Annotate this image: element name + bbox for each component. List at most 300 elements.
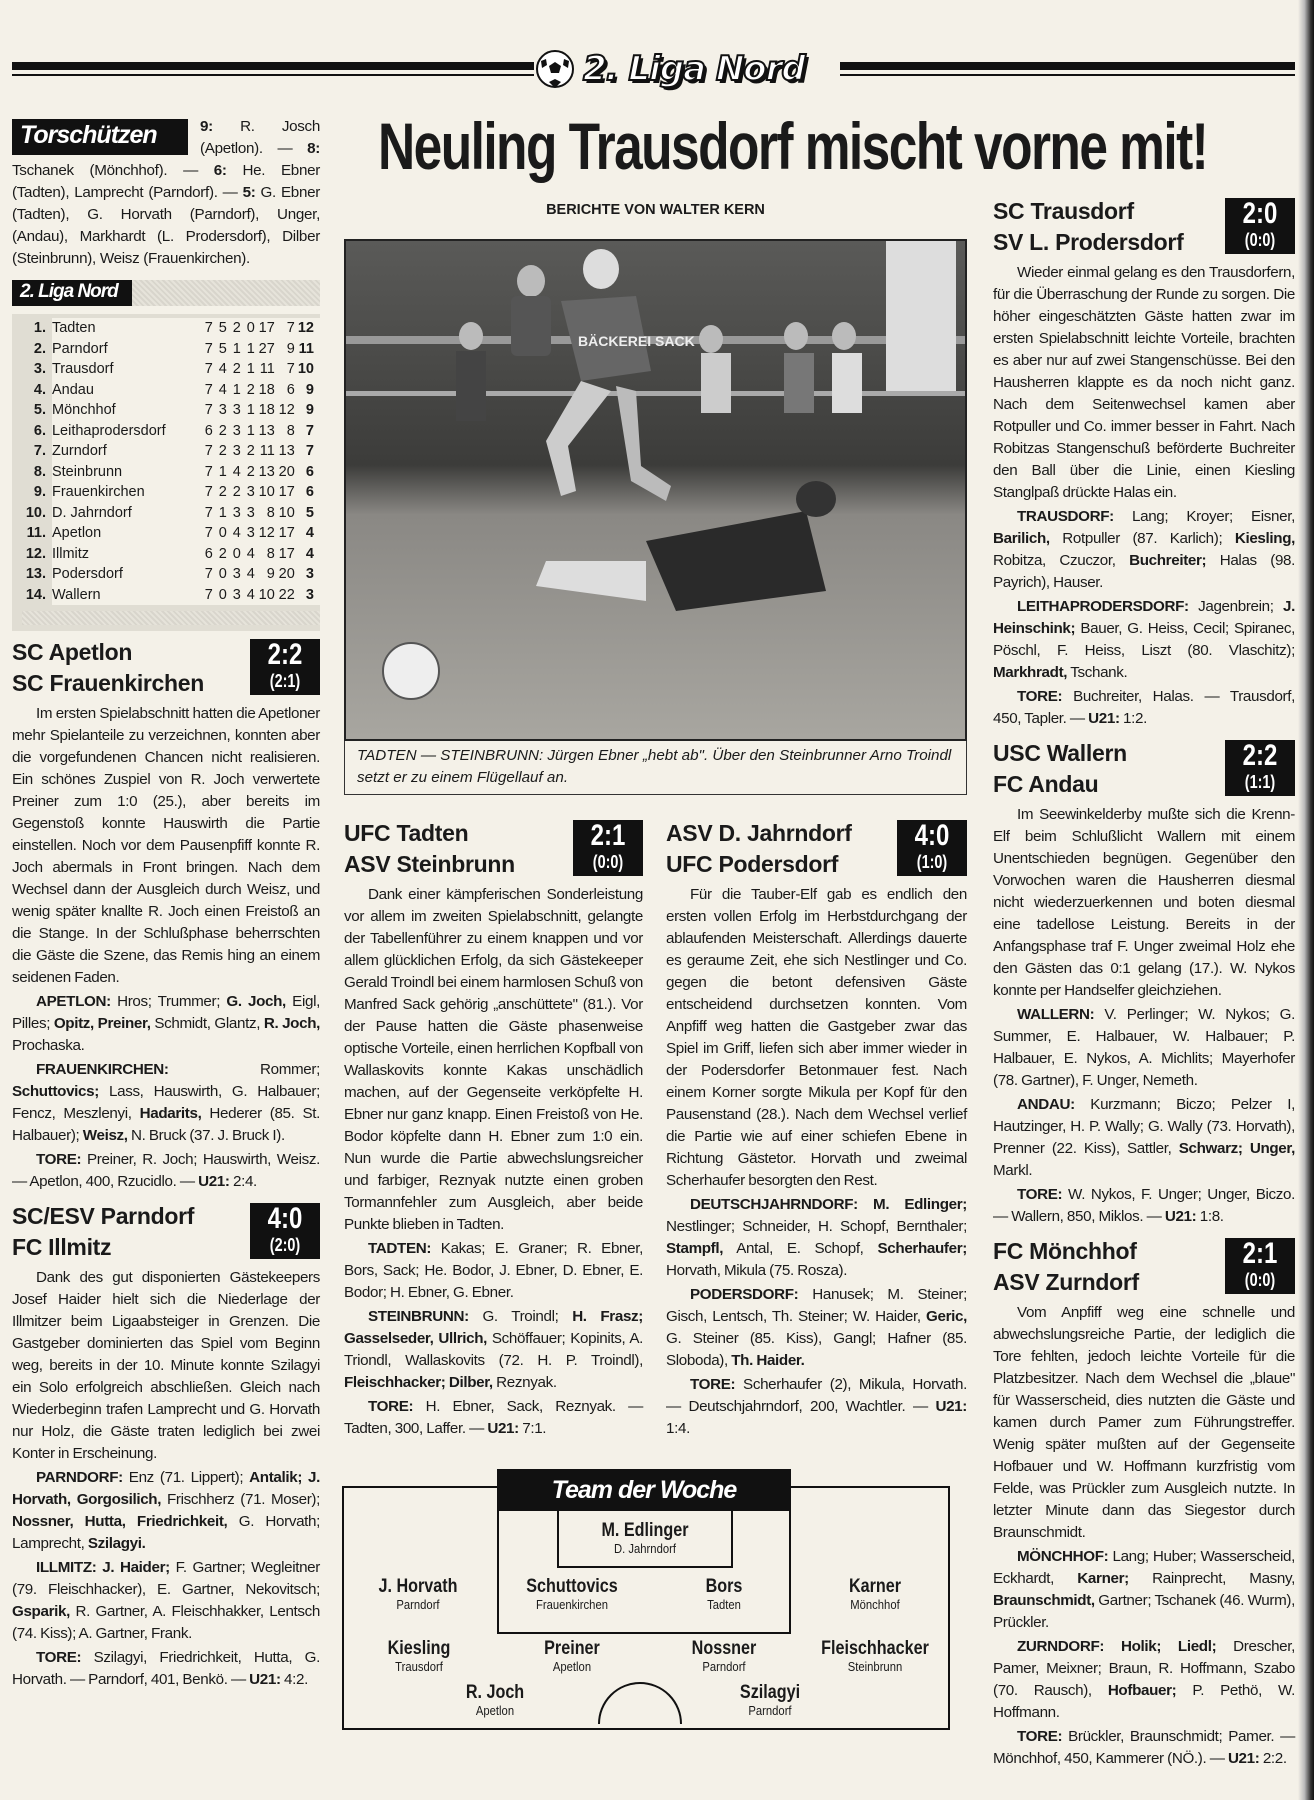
cell-points: 11 <box>298 340 314 357</box>
articles-left <box>12 637 320 1691</box>
bold-segment: TORE: <box>1017 1728 1063 1745</box>
away-team: ASV Steinbrunn <box>344 851 515 877</box>
cell-won: 4 <box>218 361 227 378</box>
cell-drawn: 1 <box>232 381 241 398</box>
half-time-score: (0:0) <box>1244 1270 1276 1290</box>
bold-segment: DEUTSCHJAHRNDORF: M. Edlinger; <box>690 1196 967 1213</box>
text-segment: Lang; Huber; Wasserscheid, Eckhardt, <box>993 1548 1295 1587</box>
bold-segment: Th. Haider. <box>731 1352 805 1369</box>
cell-lost: 0 <box>246 320 255 337</box>
bold-segment: TADTEN: <box>368 1240 432 1257</box>
cell-goals-for: 13 <box>258 463 275 480</box>
table-row <box>22 400 320 421</box>
cell-lost: 4 <box>246 586 255 603</box>
table-row <box>22 503 320 524</box>
bold-segment: Fleischhacker; Dilber, <box>344 1374 493 1391</box>
cell-won: 1 <box>218 463 227 480</box>
articles-middle-1 <box>344 818 643 1440</box>
cell-lost: 1 <box>246 361 255 378</box>
cell-lost: 3 <box>246 504 255 521</box>
lineup <box>12 1467 320 1555</box>
cell-lost: 3 <box>246 484 255 501</box>
text-segment: Frischherz (71. Moser); <box>161 1491 320 1508</box>
text-segment: F. Gartner; Wegleitner (79. Fleischhacker), E. Gartner, Nekovitsch; <box>12 1559 320 1598</box>
match-header <box>993 196 1295 258</box>
bold-segment: Karner; <box>1077 1570 1129 1587</box>
home-team: FC Mönchhof <box>993 1238 1137 1264</box>
match-report <box>344 818 643 1440</box>
cell-rank: 13. <box>22 564 52 585</box>
half-time-score: (0:0) <box>1244 230 1276 250</box>
bold-segment: TORE: <box>690 1376 736 1393</box>
cell-team: Illmitz <box>51 545 90 562</box>
cell-played: 7 <box>204 320 213 337</box>
cell-won: 5 <box>218 320 227 337</box>
cell-team: Trausdorf <box>51 361 114 378</box>
text-segment: G. Horvath; Lamprecht, <box>12 1513 321 1552</box>
text-segment: Rotpuller (87. Karlich); <box>1049 530 1235 547</box>
soccer-ball-icon <box>535 49 575 89</box>
team-player <box>644 1638 804 1675</box>
cell-team: Zurndorf <box>51 443 107 460</box>
text-segment: Buchreiter, Halas. — Trausdorf, 450, Tapler. — <box>993 688 1295 727</box>
bold-segment: Markhradt, <box>993 664 1068 681</box>
player-club: Steinbrunn <box>847 1660 903 1674</box>
home-team: UFC Tadten <box>344 820 469 846</box>
report-text: Vom Anpfiff weg eine schnelle und abwechslungsreiche Partie, der lediglich die Tore fehlten, jedoch leichte Vorteile für die Platzbesitzer. Nach dem Wechsel die „blaue" für Wasserscheid, dies nutzten die Gäste und kamen durch Pamer zum Führungstreffer. Wenig später mußten auf der Gegenseite Hofbauer und W. Hoffmann kurzfristig vom Felde, was Prückler zum Ausgleich nutzte. In letzter Minute dann das Siegestor durch Braunschmidt. <box>993 1304 1295 1541</box>
team-player <box>690 1682 850 1719</box>
text-segment: Jagenbrein; <box>1188 598 1284 615</box>
team-player <box>492 1576 652 1613</box>
player-name: Schuttovics <box>526 1576 618 1597</box>
cell-goals-against: 12 <box>278 402 295 419</box>
player-name: Bors <box>705 1576 743 1597</box>
bold-segment: PARNDORF: <box>36 1469 123 1486</box>
cell-goals-for: 18 <box>258 402 275 419</box>
full-time-score: 4:0 <box>914 819 950 852</box>
bold-segment: 6: <box>213 162 227 179</box>
left-column <box>12 116 320 1691</box>
text-segment: 1:2. <box>1119 710 1147 727</box>
bold-segment: 9: <box>200 118 213 135</box>
lineup <box>666 1284 967 1372</box>
player-club: Parndorf <box>396 1598 440 1612</box>
cell-team: Leithaprodersdorf <box>51 422 166 439</box>
scorers-box <box>12 116 320 270</box>
cell-drawn: 4 <box>232 525 241 542</box>
text-segment: Brückler, Braunschmidt; Pamer. — Mönchhof, 450, Kammerer (NÖ.). — <box>993 1728 1295 1767</box>
report-text: Dank einer kämpferischen Sonderleistung vor allem im zweiten Spielabschnitt, gelangte der Tabellenführer zu einem knappen und vor allem glücklichen Erfolg, da sich Gästekeeper Gerald Troindl bei einem harmlosen Schuß von Manfred Sack gehörig „anschüttete" (81.). Vor der Pause hatten die Gäste phasenweise optische Vorteile, einen herrlichen Kopfball von Wallaskovits konnte Kakas unschädlich machen, auf der Gegenseite verköpfelte H. Ebner nur ganz knapp. Einen Freistoß von He. Bodor köpfelte dann H. Ebner zum 1:0 ein. Nun wurde die Partie abwechslungsreicher und farbiger, Reznyak nutzte einen groben Tormannfehler zum Ausgleich, aber beide Punkte blieben in Tadten. <box>344 886 644 1233</box>
text-segment: 2:2. <box>1259 1750 1287 1767</box>
cell-points: 6 <box>305 463 314 480</box>
table-row <box>22 585 320 606</box>
cell-played: 7 <box>204 340 213 357</box>
cell-played: 7 <box>204 504 213 521</box>
team-player <box>338 1576 498 1613</box>
bold-segment: 5: <box>242 184 256 201</box>
player-name: Preiner <box>544 1638 600 1659</box>
cell-goals-for: 12 <box>258 525 275 542</box>
standings-table-wrap <box>12 314 320 631</box>
table-row <box>22 544 320 565</box>
cell-points: 3 <box>305 566 314 583</box>
cell-goals-against: 8 <box>286 422 295 439</box>
half-time-score: (0:0) <box>592 852 624 872</box>
bold-segment: APETLON: <box>36 993 111 1010</box>
report-text: Für die Tauber-Elf gab es endlich den ersten vollen Erfolg im Herbstdurchgang der ablaufenden Meisterschaft. Allerdings dauerte es geraume Zeit, ehe sich Nestlinger und Co. gegen die betont defensiven Gäste entscheidend durchsetzen konnten. Vom Anpfiff weg hatten die Gastgeber zwar das Spiel im Griff, liefen sich aber immer wieder in der Podersdorfer Betonmauer fest. Nach einem Korner sorgte Mikula per Kopf für den Pausenstand (28.). Nach dem Wechsel verlief die Partie wie auf einer schiefen Ebene in Richtung Gästetor. Horvath und zweimal Scherhaufer besorgten den Rest. <box>666 886 967 1189</box>
player-name: Fleischhacker <box>821 1638 929 1659</box>
away-team: UFC Podersdorf <box>666 851 839 877</box>
cell-rank: 12. <box>22 544 52 565</box>
cell-goals-against: 10 <box>278 504 295 521</box>
bold-segment: STEINBRUNN: <box>368 1308 469 1325</box>
player-club: Tadten <box>707 1598 741 1612</box>
cell-goals-for: 8 <box>266 504 275 521</box>
cell-rank: 14. <box>22 585 52 606</box>
cell-points: 10 <box>297 361 314 378</box>
bold-segment: Kiesling, <box>1234 530 1295 547</box>
match-report <box>993 738 1295 1228</box>
full-time-score: 2:1 <box>1242 1237 1278 1270</box>
standings-table <box>22 318 320 605</box>
bold-segment: LEITHAPRODERSDORF: <box>1017 598 1189 615</box>
home-team: SC Apetlon <box>12 639 133 665</box>
cell-won: 5 <box>218 340 227 357</box>
cell-won: 2 <box>218 484 227 501</box>
cell-played: 6 <box>204 422 213 439</box>
match-header <box>12 637 320 699</box>
team-player <box>415 1682 575 1719</box>
lineup <box>666 1374 967 1440</box>
cell-team: Tadten <box>51 320 96 337</box>
cell-rank: 6. <box>22 421 52 442</box>
match-report <box>993 1236 1295 1770</box>
score-badge <box>250 639 320 695</box>
match-header <box>993 1236 1295 1298</box>
headline: Neuling Trausdorf mischt vorne mit! <box>378 109 1208 183</box>
bold-segment: Schwarz; Unger, <box>1178 1140 1295 1157</box>
cell-rank: 11. <box>22 523 52 544</box>
cell-team: Andau <box>51 381 94 398</box>
cell-points: 6 <box>305 484 314 501</box>
cell-team: Parndorf <box>51 340 108 357</box>
bold-segment: TORE: <box>36 1649 82 1666</box>
score-badge <box>1225 1238 1295 1294</box>
cell-goals-against: 20 <box>278 566 295 583</box>
bold-segment: Scherhaufer; <box>877 1240 967 1257</box>
text-segment: Eigl, Pilles; <box>12 993 320 1032</box>
full-time-score: 2:0 <box>1242 197 1278 230</box>
cell-won: 2 <box>218 443 227 460</box>
standings-label: 2. Liga Nord <box>12 280 132 306</box>
bold-segment: Barilich, <box>993 530 1050 547</box>
match-header <box>666 818 967 880</box>
away-team: SV L. Prodersdorf <box>993 229 1184 255</box>
bold-segment: Stampfl, <box>666 1240 724 1257</box>
bold-segment: ANDAU: <box>1017 1096 1075 1113</box>
text-segment: Prochaska. <box>12 1037 85 1054</box>
cell-rank: 4. <box>22 380 52 401</box>
bold-segment: Opitz, Preiner, <box>53 1015 151 1032</box>
text-segment: Schöffauer; Kopinits, A. Triondl, Wallaskovits (72. H. P. Troindl), <box>344 1330 643 1369</box>
half-time-score: (1:1) <box>1244 772 1276 792</box>
articles-right <box>993 196 1295 1770</box>
score-badge <box>1225 198 1295 254</box>
section-title: 2. Liga Nord <box>583 49 805 89</box>
score-badge <box>1225 740 1295 796</box>
text-segment: Enz (71. Lippert); <box>122 1469 250 1486</box>
cell-goals-against: 7 <box>286 320 295 337</box>
lineup <box>12 1557 320 1645</box>
cell-goals-for: 11 <box>259 443 275 460</box>
bold-segment: TORE: <box>1017 688 1063 705</box>
half-time-score: (1:0) <box>916 852 948 872</box>
bold-segment: U21: <box>198 1173 230 1190</box>
text-segment: Schmidt, Glantz, <box>150 1015 264 1032</box>
cell-rank: 7. <box>22 441 52 462</box>
text-segment: Preiner, R. Joch; Hauswirth, Weisz. — Apetlon, 400, Rzucidlo. — <box>12 1151 320 1190</box>
full-time-score: 2:1 <box>590 819 626 852</box>
text-segment: 7:1. <box>518 1420 547 1437</box>
lineup <box>993 1184 1295 1228</box>
bold-segment: Schuttovics; <box>12 1083 99 1100</box>
cell-won: 0 <box>218 525 227 542</box>
cell-goals-for: 18 <box>258 381 275 398</box>
bold-segment: FRAUENKIRCHEN: <box>36 1061 169 1078</box>
home-team: SC Trausdorf <box>993 198 1134 224</box>
cell-goals-for: 11 <box>259 361 275 378</box>
cell-goals-for: 27 <box>258 340 275 357</box>
cell-goals-against: 9 <box>286 340 295 357</box>
cell-team: Apetlon <box>51 525 102 542</box>
bold-segment: Braunschmidt, <box>993 1592 1095 1609</box>
player-club: Mönchhof <box>850 1598 900 1612</box>
bold-segment: TORE: <box>36 1151 82 1168</box>
home-team: ASV D. Jahrndorf <box>666 820 852 846</box>
cell-points: 3 <box>305 586 314 603</box>
scorers-label: Torschützen <box>12 119 188 155</box>
text-segment: Rommer; <box>168 1061 320 1078</box>
cell-goals-for: 9 <box>266 566 275 583</box>
cell-points: 4 <box>305 525 314 542</box>
text-segment: Lang; Kroyer; Eisner, <box>1113 508 1295 525</box>
text-segment: Reznyak. <box>492 1374 557 1391</box>
home-team: SC/ESV Parndorf <box>12 1203 195 1229</box>
text-segment: 1:4. <box>666 1420 690 1437</box>
cell-drawn: 3 <box>232 504 241 521</box>
full-time-score: 2:2 <box>267 638 303 671</box>
bold-segment: Antalik; J. Horvath, Gorgosilich, <box>12 1469 320 1508</box>
cell-played: 7 <box>204 586 213 603</box>
bold-segment: WALLERN: <box>1017 1006 1095 1023</box>
text-segment: Horvath, Mikula (75. Rosza). <box>666 1262 848 1279</box>
text-segment: P. Pethö, W. Hoffmann. <box>993 1682 1296 1721</box>
team-of-week-title: Team der Woche <box>497 1469 791 1511</box>
cell-lost: 2 <box>246 381 255 398</box>
player-name: Nossner <box>691 1638 757 1659</box>
bold-segment: Nossner, Hutta, Friedrichkeit, <box>12 1513 228 1530</box>
bold-segment: U21: <box>1227 1750 1260 1767</box>
text-segment: He. Ebner (Tadten), Lamprecht (Parndorf). — <box>12 162 320 201</box>
cell-goals-for: 13 <box>258 422 275 439</box>
text-segment: Kakas; E. Graner; R. Ebner, Bors, Sack; He. Bodor, J. Ebner, D. Ebner, E. Bodor; H. Ebner, G. Ebner. <box>344 1240 643 1301</box>
cell-rank: 10. <box>22 503 52 524</box>
table-row <box>22 339 320 360</box>
bold-segment: TORE: <box>1017 1186 1063 1203</box>
header-rule-right <box>840 62 1295 76</box>
player-name: M. Edlinger <box>601 1520 689 1541</box>
table-row <box>22 462 320 483</box>
header-rule-left <box>12 62 534 76</box>
player-name: Karner <box>848 1576 902 1597</box>
team-player <box>644 1576 804 1613</box>
cell-played: 7 <box>204 381 213 398</box>
text-segment: Antal, E. Schopf, <box>723 1240 878 1257</box>
table-row <box>22 564 320 585</box>
text-segment: Nestlinger; Schneider, H. Schopf, Bernthaler; <box>666 1218 967 1235</box>
cell-won: 2 <box>218 422 227 439</box>
cell-points: 9 <box>305 402 314 419</box>
match-report <box>12 1201 320 1691</box>
text-segment: Rainprecht, Masny, <box>1128 1570 1295 1587</box>
player-name: R. Joch <box>465 1682 525 1703</box>
text-segment: R. Josch (Apetlon). — <box>200 118 320 157</box>
byline: BERICHTE VON WALTER KERN <box>546 202 765 218</box>
player-club: Parndorf <box>702 1660 746 1674</box>
score-badge <box>573 820 643 876</box>
cell-goals-against: 6 <box>286 381 295 398</box>
text-segment: Lass, Hauswirth, G. Halbauer; Fencz, Meszlenyi, <box>12 1083 320 1122</box>
cell-goals-for: 17 <box>258 320 275 337</box>
cell-drawn: 3 <box>232 422 241 439</box>
cell-goals-for: 8 <box>266 545 275 562</box>
player-club: D. Jahrndorf <box>614 1542 676 1556</box>
text-segment: 1:8. <box>1196 1208 1224 1225</box>
cell-played: 7 <box>204 525 213 542</box>
cell-lost: 1 <box>246 422 255 439</box>
report-text: Dank des gut disponierten Gästekeepers Josef Haider hielt sich die Niederlage der Illmitzer beim Ligaabsteiger in Grenzen. Die Gastgeber dominierten das Spiel vom Beginn weg, bereits in der 10. Minute konnte Szilagyi ein Solo erfolgreich abschließen. Gleich nach Wiederbeginn trafen Lamprecht und G. Horvath nur Holz, die Gäste traten lediglich bei zwei Konter in Erscheinung. <box>12 1269 320 1462</box>
player-club: Parndorf <box>748 1704 792 1718</box>
cell-rank: 8. <box>22 462 52 483</box>
text-segment: Tschank. <box>1067 664 1128 681</box>
cell-played: 7 <box>204 463 213 480</box>
match-photo <box>344 239 967 741</box>
bold-segment: Hofbauer; <box>1107 1682 1177 1699</box>
cell-drawn: 3 <box>232 402 241 419</box>
table-row <box>22 482 320 503</box>
cell-team: Mönchhof <box>51 402 116 419</box>
section-logo <box>535 44 835 94</box>
cell-rank: 5. <box>22 400 52 421</box>
bold-segment: J. Heinschink; <box>993 598 1295 637</box>
cell-drawn: 3 <box>232 443 241 460</box>
text-segment: Hederer (85. St. Halbauer); <box>12 1105 320 1144</box>
cell-drawn: 2 <box>232 361 241 378</box>
full-time-score: 2:2 <box>1242 739 1278 772</box>
cell-won: 2 <box>218 545 227 562</box>
text-segment: Bauer, G. Heiss, Cecil; Spiranec, Pöschl, F. Heiss, Liszt (80. Vlaschitz); <box>993 620 1295 659</box>
lineup <box>12 991 320 1057</box>
cell-lost: 3 <box>246 525 255 542</box>
cell-points: 12 <box>297 320 314 337</box>
text-segment: Drescher, Pamer, Meixner; Braun, R. Hoffmann, Szabo (70. Rausch), <box>993 1638 1296 1699</box>
team-player <box>339 1638 499 1675</box>
cell-lost: 4 <box>246 545 255 562</box>
cell-won: 1 <box>218 504 227 521</box>
report-text: Wieder einmal gelang es den Trausdorfern, für die Überraschung der Runde zu sorgen. Die höher eingeschätzten Gäste hatten zwar im ersten Spielabschnitt leichte Vorteile, brachten es aber nur auf zwei Stangenschüsse. Bei den Hausherren klappte es da noch nicht ganz. Nach dem Seitenwechsel kamen aber Rotpuller und Co. immer besser in Fahrt. Nach Robitzas Stangenschuß beförderte Buchreiter den Ball über die Linie, einen Kiesling Stanglpaß drückte Halas ein. <box>993 264 1295 501</box>
lineup <box>666 1194 967 1282</box>
bold-segment: Hadarits, <box>139 1105 202 1122</box>
lineup <box>344 1396 643 1440</box>
text-segment: H. Ebner, Sack, Reznyak. — Tadten, 300, Laffer. — <box>344 1398 643 1437</box>
report-text: Im Seewinkelderby mußte sich die Krenn-Elf beim Schlußlicht Wallern mit einem Unentschieden begnügen. Gegenüber den Vorwochen waren die Hausherren diesmal nicht wiederzuerkennen und boten diesmal eine tadellose Leistung. Bereits in der Anfangsphase traf F. Unger zweimal Holz ehe den Gästen das 0:1 gelang (17.). W. Nykos konnte per Handselfer gleichziehen. <box>993 806 1295 999</box>
table-row <box>22 380 320 401</box>
cell-drawn: 3 <box>232 566 241 583</box>
cell-lost: 2 <box>246 463 255 480</box>
away-team: SC Frauenkirchen <box>12 670 205 696</box>
cell-goals-against: 20 <box>278 463 295 480</box>
half-time-score: (2:0) <box>269 1235 301 1255</box>
report-text: Im ersten Spielabschnitt hatten die Apetloner mehr Spielanteile zu verzeichnen, konnten aber die vorgefundenen Chancen nicht realisieren. Ein schönes Zuspiel von R. Joch verwertete Preiner zum 1:0 (25.), aber bereits im Gegenstoß konnte Hauswirth die Partie einstellen. Noch vor dem Pausenpfiff konnte R. Joch abermals in Front bringen. Nach dem Wechsel dann der Ausgleich durch Weisz, und wenig später knallte R. Joch einen Freistoß an die Stange. In der Schlußphase beherrschten die Gäste die Szene, das Remis hing an einem seidenen Faden. <box>12 705 320 986</box>
cell-lost: 1 <box>246 402 255 419</box>
text-segment: Hros; Trummer; <box>110 993 227 1010</box>
home-team: USC Wallern <box>993 740 1127 766</box>
cell-drawn: 1 <box>232 340 241 357</box>
cell-won: 4 <box>218 381 227 398</box>
match-report <box>666 818 967 1440</box>
table-row <box>22 441 320 462</box>
cell-goals-against: 7 <box>286 361 295 378</box>
cell-played: 7 <box>204 402 213 419</box>
cell-points: 4 <box>305 545 314 562</box>
bold-segment: Geric, <box>926 1308 967 1325</box>
cell-team: Steinbrunn <box>51 463 123 480</box>
bold-segment: TRAUSDORF: <box>1017 508 1114 525</box>
lineup <box>993 686 1295 730</box>
bold-segment: Weisz, <box>82 1127 128 1144</box>
table-row <box>22 359 320 380</box>
player-club: Trausdorf <box>395 1660 443 1674</box>
cell-won: 3 <box>218 402 227 419</box>
cell-drawn: 0 <box>232 545 241 562</box>
bold-segment: U21: <box>1164 1208 1197 1225</box>
player-name: J. Horvath <box>378 1576 458 1597</box>
articles-middle-2 <box>666 818 967 1440</box>
team-player <box>565 1520 725 1557</box>
cell-rank: 2. <box>22 339 52 360</box>
text-segment: Hanusek; M. Steiner; Gisch, Lentsch, Th. Steiner; W. Haider, <box>666 1286 967 1325</box>
bold-segment: R. Joch, <box>263 1015 320 1032</box>
team-player <box>492 1638 652 1675</box>
lineup <box>993 506 1295 594</box>
cell-points: 9 <box>305 381 314 398</box>
cell-goals-for: 10 <box>258 586 275 603</box>
cell-rank: 1. <box>22 318 52 339</box>
team-player <box>795 1638 955 1675</box>
lineup <box>993 1094 1295 1182</box>
cell-drawn: 3 <box>232 586 241 603</box>
lineup <box>12 1647 320 1691</box>
bold-segment: PODERSDORF: <box>690 1286 799 1303</box>
cell-drawn: 2 <box>232 484 241 501</box>
bold-segment: ILLMITZ: J. Haider; <box>36 1559 170 1576</box>
table-row <box>22 523 320 544</box>
text-segment: Tschanek (Mönchhof). — <box>12 162 214 179</box>
bold-segment: H. Frasz; Gasselseder, Ullrich, <box>344 1308 643 1347</box>
match-header <box>12 1201 320 1263</box>
text-segment: 2:4. <box>229 1173 257 1190</box>
lineup <box>993 1636 1295 1724</box>
